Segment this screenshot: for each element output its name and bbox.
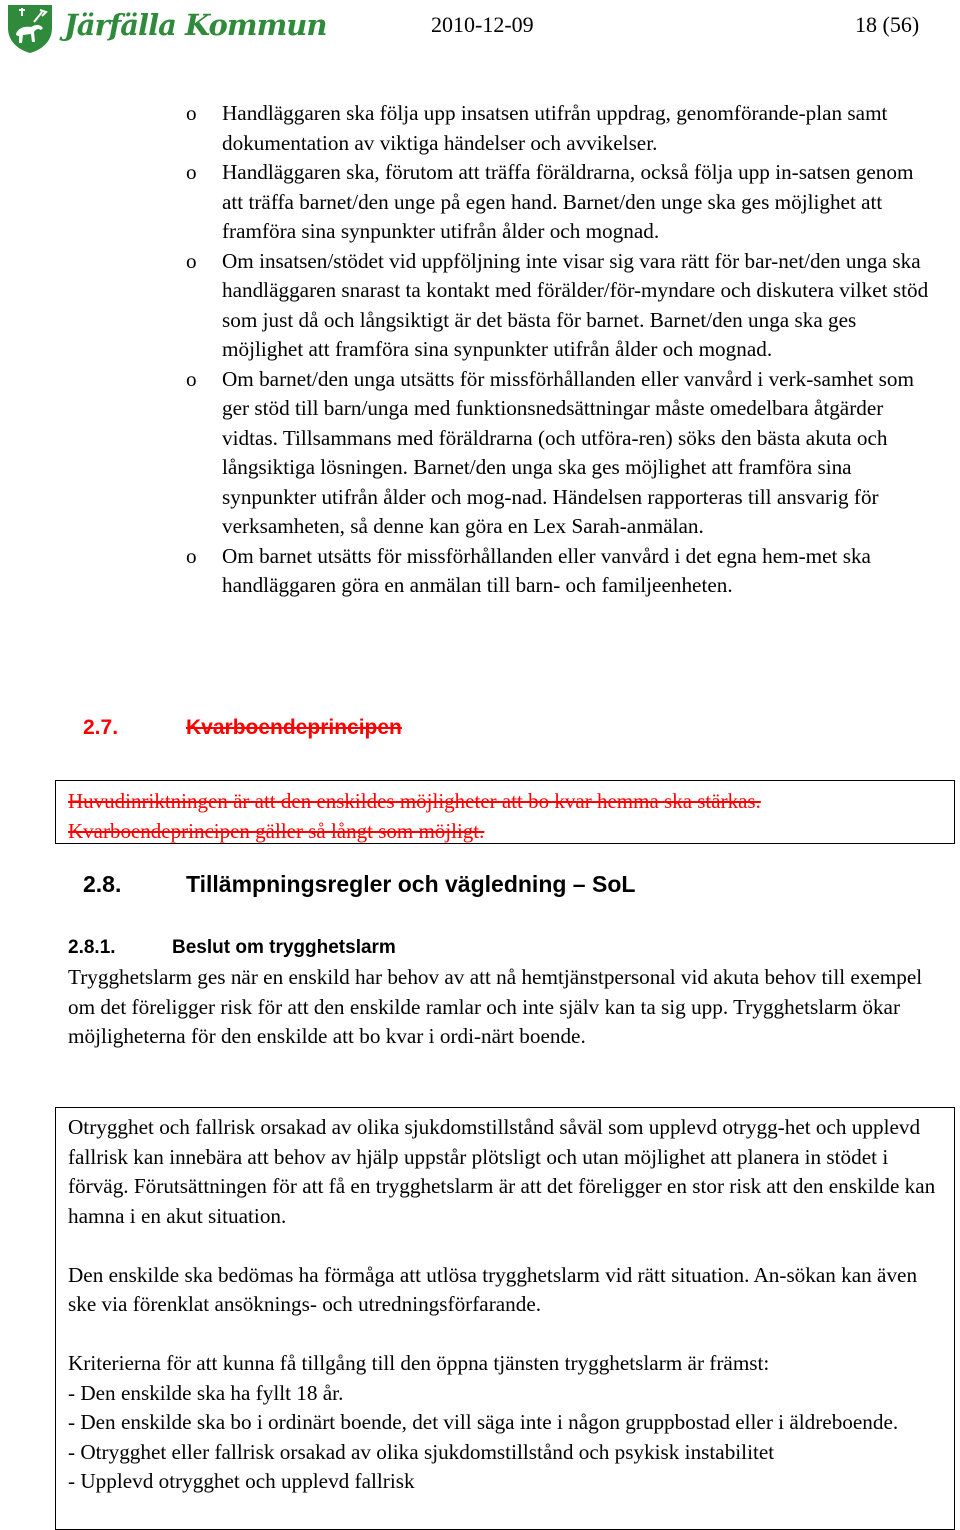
list-item [0,542,934,601]
bullet-marker: o [186,248,197,273]
bullet-marker: o [186,160,197,184]
subsection-number: 2.8.1. [68,937,116,958]
bullet-list [0,99,960,601]
bullet-marker: o [186,101,197,125]
bullet-marker: o [186,366,197,391]
guideline-paragraph: Den enskilde ska bedömas ha förmåga att utlösa trygghetslarm vid rätt situation. An-sökan kan även ske via förenklat ansöknings- och utredningsförfarande. [68,1262,918,1316]
deleted-heading-number: 2.7. [83,716,119,739]
page-number: 18 (56) [855,12,920,37]
criteria-item: - Den enskilde ska ha fyllt 18 år. [68,1380,344,1405]
list-item [0,365,934,542]
guideline-box [55,1107,955,1530]
logo-wordmark: Järfälla Kommun [64,8,327,42]
list-item-text: Handläggaren ska, förutom att träffa föräldrarna, också följa upp in-satsen genom att träffa barnet/den unge på egen hand. Barnet/den unge ska ges möjlighet att framföra sina synpunkter utifrån ålder och mognad. [222,160,914,243]
criteria-item: - Otrygghet eller fallrisk orsakad av olika sjukdomstillstånd och psykisk instabilitet [68,1439,775,1464]
list-item-text: Om barnet/den unga utsätts för missförhållanden eller vanvård i verk-samhet som ger stöd till barn/unga med funktionsnedsättningar måste omedelbara åtgärder vidtas. Tillsammans med föräldrarna (och utföra-ren) söks den bästa akuta och långsiktiga lösningen. Barnet/den unga ska ges möjlighet att framföra sina synpunkter utifrån ålder och mog-nad. Händelsen rapporteras till ansvarig för verksamheten, så denne kan göra en Lex Sarah-anmälan. [222,366,914,538]
page-header [0,0,960,58]
deleted-heading-title: Kvarboendeprincipen [186,716,402,739]
guideline-paragraph: Otrygghet och fallrisk orsakad av olika sjukdomstillstånd såväl som upplevd otrygg-het och upplevd fallrisk kan innebära att behov av hjälp uppstår plötsligt och utan möjlighet att planera in stödet i förväg. Förutsättningen för att få en trygghetslarm är att det föreligger en stor risk att den enskilde kan hamna i en akut situation. [68,1115,936,1228]
deleted-principle-box: Huvudinriktningen är att den enskildes möjligheter att bo kvar hemma ska stärkas. Kvarboendeprincipen gäller så långt som möjligt. [55,780,955,844]
subsection-paragraph: Trygghetslarm ges när en enskild har behov av att nå hemtjänstpersonal vid akuta behov till exempel om det föreligger risk för att den enskilde ramlar och inte själv kan ta sig upp. Trygghetslarm ökar möjligheterna för den enskilde att bo kvar i ordi-närt boende. [68,965,923,1048]
section-heading [83,871,635,898]
criteria-list [68,1349,942,1497]
list-item-text: Om insatsen/stödet vid uppföljning inte visar sig vara rätt för bar-net/den unga ska handläggaren snarast ta kontakt med förälder/för-myndare och diskutera vilket stöd som just då och långsiktigt är det bästa för barnet. Barnet/den unga ska ges möjlighet att framföra sina synpunkter utifrån ålder och mognad. [222,248,929,361]
list-item-text: Om barnet utsätts för missförhållanden eller vanvård i det egna hem-met ska handläggaren göra en anmälan till barn- och familjeenheten. [222,543,871,597]
criteria-item: - Den enskilde ska bo i ordinärt boende, det vill säga inte i någon gruppbostad eller i äldreboende. [68,1410,899,1434]
municipality-logo [4,2,327,54]
list-item [0,99,934,158]
subsection-title: Beslut om trygghetslarm [172,937,396,958]
list-item-text: Handläggaren ska följa upp insatsen utifrån uppdrag, genomförande-plan samt dokumentation av viktiga händelser och avvikelser. [222,101,888,155]
criteria-intro: Kriterierna för att kunna få tillgång till den öppna tjänsten trygghetslarm är främst: [68,1351,770,1375]
section-number: 2.8. [83,871,122,897]
criteria-item: - Upplevd otrygghet och upplevd fallrisk [68,1469,415,1493]
list-item [0,158,934,247]
subsection-heading [68,937,396,959]
section-title: Tillämpningsregler och vägledning – SoL [186,871,636,897]
list-item [0,247,934,365]
document-date: 2010-12-09 [431,12,534,37]
coat-of-arms-icon [4,2,56,54]
deleted-heading [83,716,402,740]
bullet-marker: o [186,543,197,568]
